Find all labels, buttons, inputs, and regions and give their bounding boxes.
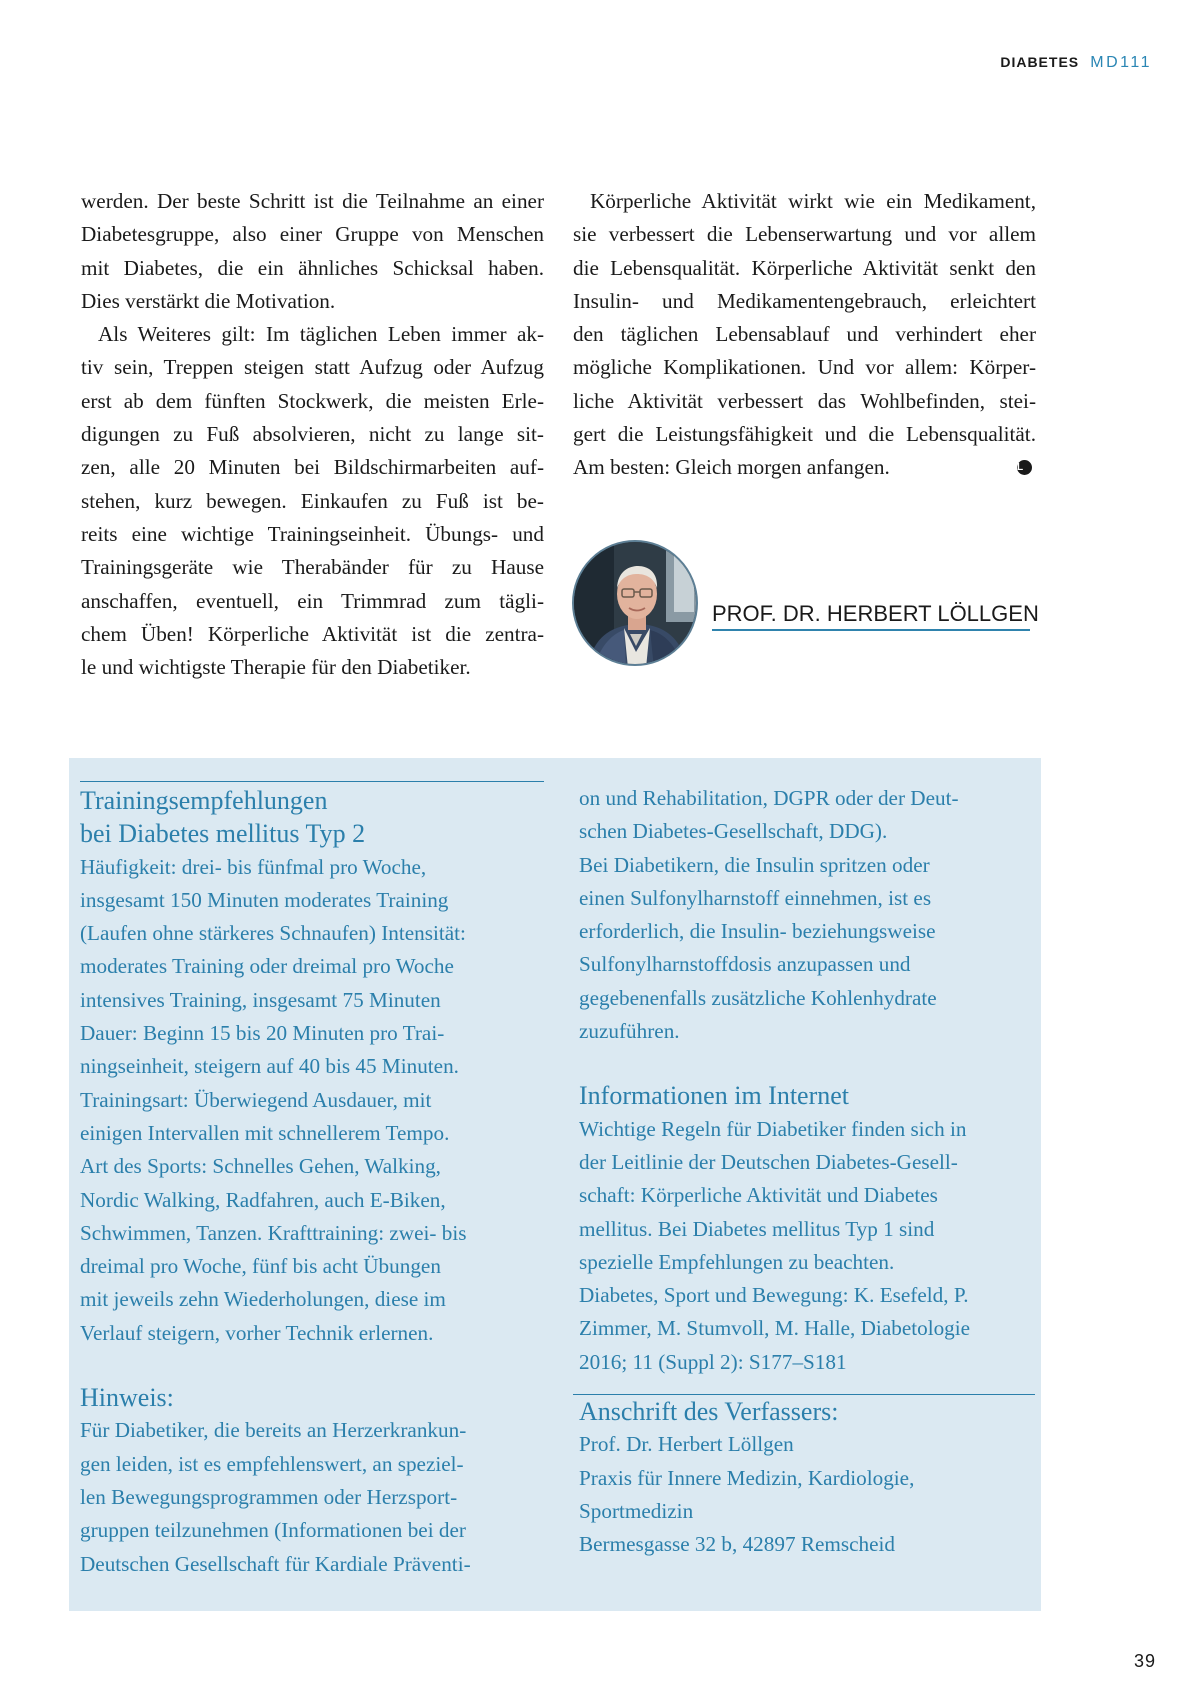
text-line: zuzuführen. [579, 1019, 680, 1044]
text-line: Diabetesgruppe, also einer Gruppe von Menschen [81, 222, 544, 247]
article-right-column [573, 185, 1036, 485]
internet-body [579, 1113, 1049, 1379]
text-line: Diabetes, Sport und Bewegung: K. Esefeld, P. [579, 1283, 969, 1308]
heading-line: Trainingsempfehlungen [80, 786, 328, 815]
text-line: reits eine wichtige Trainingseinheit. Übungs- und [81, 521, 544, 546]
text-line: mit jeweils zehn Wiederholungen, diese im [80, 1287, 446, 1312]
paragraph-1 [81, 185, 544, 318]
text-line [573, 451, 1036, 484]
text-line: Art des Sports: Schnelles Gehen, Walking, [80, 1154, 441, 1179]
text-line: erst ab dem fünften Stockwerk, die meisten Erle- [81, 388, 544, 413]
address-body [579, 1428, 1049, 1561]
text-line: Zimmer, M. Stumvoll, M. Halle, Diabetologie [579, 1316, 971, 1341]
info-box-right-column [579, 758, 1049, 1562]
training-body [80, 851, 550, 1350]
text-line: Häufigkeit: drei- bis fünfmal pro Woche, [80, 854, 427, 879]
text-line: on und Rehabilitation, DGPR oder der Deut- [579, 786, 959, 810]
text-line: Für Diabetiker, die bereits an Herzerkrankun- [80, 1418, 467, 1443]
issue-number: MD111 [1090, 54, 1152, 71]
text-line: 2016; 11 (Suppl 2): S177–S181 [579, 1349, 847, 1374]
text-line: stehen, kurz bewegen. Einkaufen zu Fuß ist be- [81, 488, 544, 513]
text-line: ningseinheit, steigern auf 40 bis 45 Minuten. [80, 1054, 459, 1079]
text-line: moderates Training oder dreimal pro Woche [80, 954, 454, 979]
address-heading: Anschrift des Verfassers: [579, 1397, 839, 1427]
text-line: digungen zu Fuß absolvieren, nicht zu lange sit- [81, 422, 544, 447]
text-line: (Laufen ohne stärkeres Schnaufen) Intensität: [80, 921, 466, 946]
text-line: Dies verstärkt die Motivation. [81, 288, 336, 313]
internet-heading: Informationen im Internet [579, 1081, 850, 1111]
text-line: Körperliche Aktivität wirkt wie ein Medikament, [590, 189, 1036, 213]
hinweis-heading: Hinweis: [80, 1383, 174, 1413]
text-line: werden. Der beste Schritt ist die Teilnahme an einer [81, 189, 544, 213]
hinweis-continuation [579, 782, 1049, 1048]
text-line: den täglichen Lebensablauf und verhindert eher [573, 322, 1036, 347]
text-line: Insulin- und Medikamentengebrauch, erleichtert [573, 288, 1036, 313]
section-rule [80, 781, 544, 782]
text-line: len Bewegungsprogrammen oder Herzsport- [80, 1484, 458, 1509]
hinweis-body [80, 1414, 550, 1580]
info-box-left-column [80, 758, 550, 1581]
text-line: Wichtige Regeln für Diabetiker finden sich in [579, 1116, 967, 1141]
info-box [69, 758, 1041, 1611]
text-line: zen, alle 20 Minuten bei Bildschirmarbeiten auf- [81, 455, 544, 480]
text-line: Nordic Walking, Radfahren, auch E-Biken, [80, 1187, 446, 1212]
training-heading [80, 784, 550, 851]
text-line: Sportmedizin [579, 1498, 694, 1523]
text-line: mögliche Komplikationen. Und vor allem: Körper- [573, 355, 1036, 380]
author-name: PROF. DR. HERBERT LÖLLGEN [712, 601, 1030, 631]
running-head [1000, 54, 1152, 72]
page-number: 39 [1133, 1651, 1156, 1671]
text-line: Prof. Dr. Herbert Löllgen [579, 1432, 794, 1457]
text-line: Sulfonylharnstoffdosis anzupassen und [579, 952, 911, 977]
text-line: liche Aktivität verbessert das Wohlbefinden, stei- [573, 388, 1036, 413]
text-line: sie verbessert die Lebenserwartung und vor allem [573, 222, 1036, 247]
text-line: dreimal pro Woche, fünf bis acht Übungen [80, 1254, 441, 1279]
text-line-content: Am besten: Gleich morgen anfangen. [573, 455, 890, 480]
text-line: anschaffen, eventuell, ein Trimmrad zum tägli- [81, 588, 544, 613]
text-line: erforderlich, die Insulin- beziehungsweise [579, 919, 936, 944]
journal-name: DIABETES [1000, 54, 1080, 70]
text-line: gert die Leistungsfähigkeit und die Lebensqualität. [573, 422, 1036, 447]
text-line: Bei Diabetikern, die Insulin spritzen oder [579, 852, 930, 877]
text-line: Deutschen Gesellschaft für Kardiale Präventi- [80, 1551, 471, 1576]
text-line: insgesamt 150 Minuten moderates Training [80, 887, 449, 912]
paragraph-2 [81, 318, 544, 684]
text-line: chem Üben! Körperliche Aktivität ist die zentra- [81, 621, 544, 646]
text-line: le und wichtigste Therapie für den Diabetiker. [81, 655, 471, 680]
article-left-column [81, 185, 544, 684]
text-line: gruppen teilzunehmen (Informationen bei der [80, 1518, 466, 1543]
text-line: Trainingsart: Überwiegend Ausdauer, mit [80, 1087, 432, 1112]
text-line: schen Diabetes-Gesellschaft, DDG). [579, 819, 888, 844]
paragraph-3 [573, 185, 1036, 485]
text-line: Trainingsgeräte wie Therabänder für zu Hause [81, 555, 544, 580]
text-line: Bermesgasse 32 b, 42897 Remscheid [579, 1532, 895, 1557]
text-line: tiv sein, Treppen steigen statt Aufzug oder Aufzug [81, 355, 544, 380]
text-line: intensives Training, insgesamt 75 Minuten [80, 987, 441, 1012]
author-portrait-photo [572, 540, 698, 666]
text-line: spezielle Empfehlungen zu beachten. [579, 1249, 895, 1274]
text-line: der Leitlinie der Deutschen Diabetes-Gesell- [579, 1149, 958, 1174]
text-line: Als Weiteres gilt: Im täglichen Leben immer ak- [98, 322, 544, 347]
author-block [572, 540, 1039, 670]
heading-line: bei Diabetes mellitus Typ 2 [80, 819, 366, 849]
text-line: gegebenenfalls zusätzliche Kohlenhydrate [579, 985, 937, 1010]
text-line: einen Sulfonylharnstoff einnehmen, ist es [579, 885, 932, 910]
text-line: mit Diabetes, die ein ähnliches Schicksal haben. [81, 255, 544, 280]
text-line: einigen Intervallen mit schnellerem Tempo. [80, 1120, 450, 1145]
text-line: Praxis für Innere Medizin, Kardiologie, [579, 1465, 915, 1490]
text-line: mellitus. Bei Diabetes mellitus Typ 1 sind [579, 1216, 935, 1241]
text-line: schaft: Körperliche Aktivität und Diabetes [579, 1183, 938, 1208]
text-line: die Lebensqualität. Körperliche Aktivität senkt den [573, 255, 1036, 280]
end-of-article-icon: L [1017, 460, 1032, 475]
text-line: Schwimmen, Tanzen. Krafttraining: zwei- bis [80, 1220, 467, 1245]
text-line: gen leiden, ist es empfehlenswert, an speziel- [80, 1451, 464, 1476]
text-line: Dauer: Beginn 15 bis 20 Minuten pro Trai- [80, 1021, 445, 1046]
text-line: Verlauf steigern, vorher Technik erlernen. [80, 1320, 434, 1345]
